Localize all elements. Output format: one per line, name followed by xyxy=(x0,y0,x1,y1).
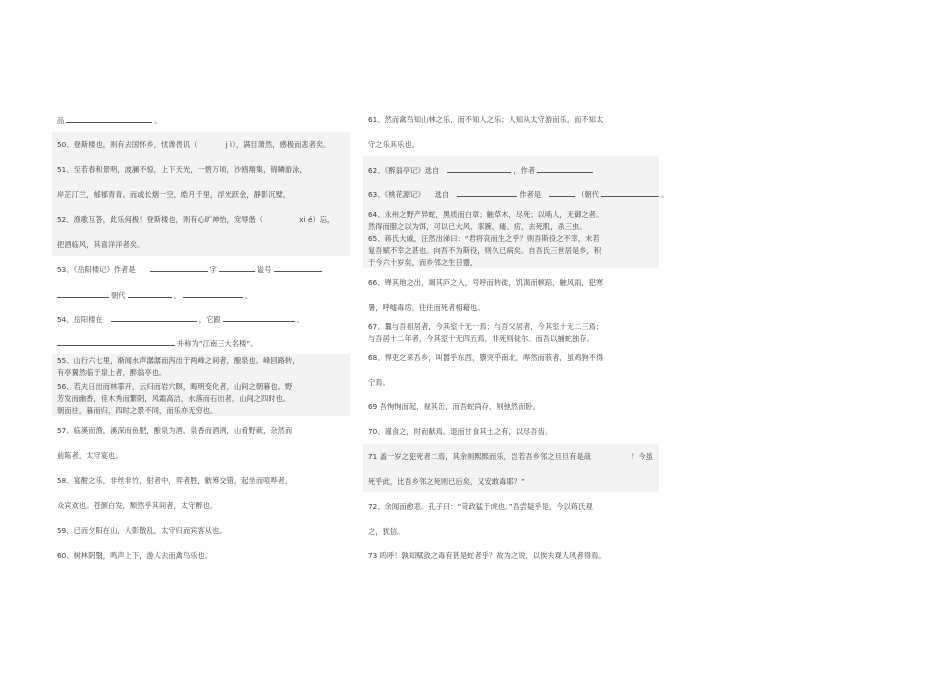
q51-line-1: 51、至若春和景明，波澜不惊，上下天光，一碧万顷，沙鸥翔集，锦鳞游泳， xyxy=(57,165,307,174)
q56-line-2: 芳发而幽香，佳木秀而繁阴，风霜高洁，水落而石出者，山间之四时也。 xyxy=(57,394,291,403)
q56-line-1: 56、若夫日出而林霏开，云归而岩穴暝，晦明变化者，山间之朝暮也。野 xyxy=(57,382,293,391)
q67-line-1: 67、曩与吾祖居者，今其室十无一焉；与吾父居者，今其室十无二三焉； xyxy=(368,322,604,331)
q65-line-3: 于今六十岁矣，而乡邻之生日蹙， xyxy=(368,258,478,267)
q58-line-1: 58、宴酣之乐，非丝非竹，射者中，弈者胜，觥筹交错，起坐而喧哗者， xyxy=(57,476,293,485)
q55-line-1: 55、山行六七里，渐闻水声潺潺而泻出于两峰之间者，酿泉也。峰回路转， xyxy=(57,356,300,365)
q66-line-2: 暑，呼嘘毒疠，往往而死者相藉也。 xyxy=(368,303,485,312)
q67-line-2: 与吾居十二年者，今其室十无四五焉，非死则徙尔。而吾以捕蛇独存。 xyxy=(368,334,594,343)
q63-line: 63、《桃花源记》 选自 作者是 （朝代 。 xyxy=(368,190,669,199)
q50-line: 50、登斯楼也，则有去国怀乡，忧谗畏讥（ j ì），满目萧然，感极而悲者矣。 xyxy=(57,140,331,149)
q65-line-1: 65、蒋氏大戚，汪然出涕曰：“君将哀而生之乎？则吾斯役之不幸，未若 xyxy=(368,234,600,243)
q57-line-2: 前陈者，太守宴也。 xyxy=(57,451,123,460)
q62-line: 62、《醉翁亭记》选自 ，作者 xyxy=(368,165,595,175)
q55-line-2: 有亭翼然临于泉上者，醉翁亭也。 xyxy=(57,368,167,377)
q52-line-2: 把酒临风，其喜洋洋者矣。 xyxy=(57,240,145,249)
q59-line: 59、已而夕阳在山，人影散乱，太守归而宾客从也。 xyxy=(57,526,227,535)
q72-line-2: 之，犹信。 xyxy=(368,527,405,536)
q71-line-2: 死乎此，比吾乡邻之死则已后矣，又安敢毒耶？” xyxy=(368,477,525,486)
q57-line-1: 57、临溪而渔，溪深而鱼肥，酿泉为酒，泉香而酒洌，山肴野蔌，杂然而 xyxy=(57,426,293,435)
q68-line-2: 宁焉。 xyxy=(368,378,390,387)
q54-line-1: 54、岳阳楼在 ，它跟 、 xyxy=(57,315,304,324)
q53-line-2: 朝代 、 。 xyxy=(57,290,252,300)
q64-line-1: 64、永州之野产异蛇，黑质而白章；触草木，尽死；以啮人，无御之者。 xyxy=(368,210,604,219)
line-l0: 品 。 xyxy=(57,116,162,125)
q54-line-2: 并称为“江南三大名楼”。 xyxy=(57,338,258,348)
q58-line-2: 众宾欢也。苍颜白发，颓然乎其间者，太守醉也。 xyxy=(57,501,218,510)
q61-line-2: 守之乐其乐也。 xyxy=(368,140,420,149)
q73-line: 73 呜呼！孰知赋敛之毒有甚是蛇者乎？故为之说，以俟夫观人风者得焉。 xyxy=(368,551,606,560)
q71-line-1: 71 盖一岁之犯死者二焉，其余则熙熙而乐，岂若吾乡邻之旦旦有是哉 ！今虽 xyxy=(368,452,653,461)
q72-line-1: 72、余闻而愈悲。孔子曰：“苛政猛于虎也。”吾尝疑乎是，今以蒋氏观 xyxy=(368,502,593,511)
q64-line-2: 然得而腊之以为饵，可以已大风、挛踠、瘘、疠，去死肌，杀三虫。 xyxy=(368,222,587,231)
q61-line-1: 61、然而禽鸟知山林之乐，而不知人之乐；人知从太守游而乐，而不知太 xyxy=(368,115,604,124)
q70-line: 70、谨食之，时而献焉。退而甘食其土之有，以尽吾齿。 xyxy=(368,427,553,436)
q56-line-3: 朝而往，暮而归，四时之景不同，而乐亦无穷也。 xyxy=(57,406,218,415)
q69-line: 69 吾恂恂而起，视其缶，而吾蛇尚存，则弛然而卧。 xyxy=(368,402,541,411)
q53-line-1: 53、《岳阳楼记》作者是 字 谥号 xyxy=(57,264,324,274)
q65-line-2: 复吾赋不幸之甚也。向吾不为斯役，则久已病矣。自吾氏三世居是乡，积 xyxy=(368,246,602,255)
q68-line-1: 68、悍吏之来吾乡，叫嚣乎东西，隳突乎南北，哗然而骇者，虽鸡狗不得 xyxy=(368,353,604,362)
q52-line-1: 52、渔歌互答，此乐何极！登斯楼也，则有心旷神怡，宠辱偕（ xi é）忘， xyxy=(57,215,335,224)
q51-line-2: 岸芷汀兰，郁郁青青。而或长烟一空，皓月千里，浮光跃金，静影沉璧， xyxy=(57,190,291,199)
q66-line-1: 66、殚其地之出，竭其庐之入，号呼而转徙，饥渴而顿踣，触风雨，犯寒 xyxy=(368,278,604,287)
q60-line: 60、树林阴翳，鸣声上下，游人去而禽鸟乐也。 xyxy=(57,551,213,560)
